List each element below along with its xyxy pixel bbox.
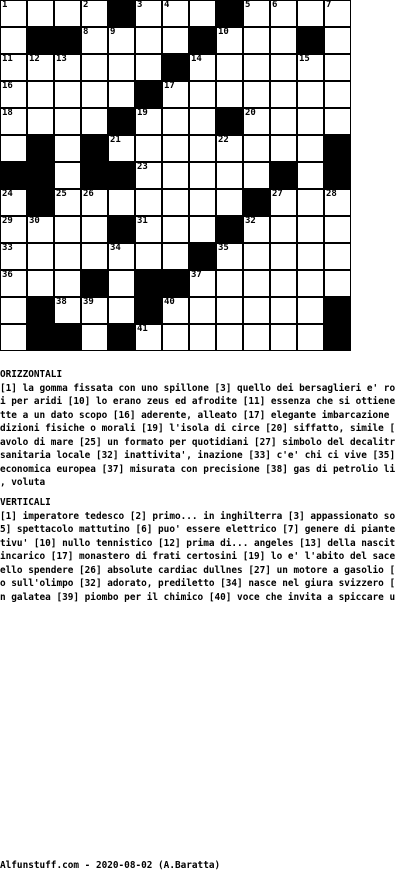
grid-cell[interactable] xyxy=(324,189,351,216)
grid-cell[interactable] xyxy=(270,27,297,54)
grid-cell[interactable] xyxy=(297,0,324,27)
grid-cell[interactable] xyxy=(0,216,27,243)
grid-block-cell xyxy=(216,108,243,135)
grid-cell[interactable] xyxy=(243,297,270,324)
grid-block-cell xyxy=(297,27,324,54)
grid-cell[interactable] xyxy=(324,216,351,243)
grid-cell[interactable] xyxy=(27,216,54,243)
grid-cell[interactable] xyxy=(27,270,54,297)
grid-cell[interactable] xyxy=(162,135,189,162)
grid-cell[interactable] xyxy=(0,81,27,108)
grid-cell[interactable] xyxy=(216,162,243,189)
grid-cell[interactable] xyxy=(243,270,270,297)
grid-block-cell xyxy=(0,162,27,189)
grid-block-cell xyxy=(54,324,81,351)
down-clue-line: incarico [17] monastero di frati certosini [19] lo e' l'abito del sace xyxy=(0,551,396,562)
cell-number: 33 xyxy=(2,243,13,253)
grid-cell[interactable] xyxy=(108,135,135,162)
cell-number: 14 xyxy=(191,54,202,64)
cell-number: 30 xyxy=(29,216,40,226)
grid-cell[interactable] xyxy=(54,270,81,297)
down-clue-line: n galatea [39] piombo per il chimico [40] voce che invita a spiccare u xyxy=(0,591,396,603)
cell-number: 2 xyxy=(83,0,89,10)
grid-cell[interactable] xyxy=(0,54,27,81)
grid-cell[interactable] xyxy=(54,81,81,108)
grid-cell[interactable] xyxy=(81,81,108,108)
cell-number: 11 xyxy=(2,54,13,64)
cell-number: 38 xyxy=(56,297,67,307)
cell-number: 24 xyxy=(2,189,13,199)
cell-number: 25 xyxy=(56,189,67,199)
across-clue-line: i per aridi [10] lo erano zeus ed afrodite [11] essenza che si ottiene xyxy=(0,396,396,407)
grid-cell[interactable] xyxy=(135,135,162,162)
grid-cell[interactable] xyxy=(216,54,243,81)
cell-number: 6 xyxy=(272,0,278,10)
grid-cell[interactable] xyxy=(27,81,54,108)
grid-cell[interactable] xyxy=(270,108,297,135)
grid-cell[interactable] xyxy=(270,0,297,27)
grid-block-cell xyxy=(189,243,216,270)
grid-cell[interactable] xyxy=(297,243,324,270)
cell-number: 16 xyxy=(2,81,13,91)
grid-cell[interactable] xyxy=(0,135,27,162)
grid-cell[interactable] xyxy=(54,135,81,162)
grid-cell[interactable] xyxy=(162,243,189,270)
grid-block-cell xyxy=(108,0,135,27)
grid-cell[interactable] xyxy=(270,189,297,216)
grid-cell[interactable] xyxy=(54,216,81,243)
grid-cell[interactable] xyxy=(216,297,243,324)
grid-cell[interactable] xyxy=(189,54,216,81)
grid-cell[interactable] xyxy=(108,54,135,81)
cell-number: 13 xyxy=(56,54,67,64)
across-clue-line: economica europea [37] misurata con precisione [38] gas di petrolio li xyxy=(0,463,396,475)
grid-cell[interactable] xyxy=(189,135,216,162)
grid-cell[interactable] xyxy=(162,189,189,216)
grid-cell[interactable] xyxy=(162,162,189,189)
grid-cell[interactable] xyxy=(135,0,162,27)
cell-number: 4 xyxy=(164,0,170,10)
cell-number: 22 xyxy=(218,135,229,145)
grid-cell[interactable] xyxy=(216,135,243,162)
grid-block-cell xyxy=(81,162,108,189)
across-clue-line: sanitaria locale [32] inattivita', inazione [33] c'e' chi ci vive [35] xyxy=(0,450,396,461)
grid-cell[interactable] xyxy=(324,81,351,108)
grid-block-cell xyxy=(108,324,135,351)
grid-cell[interactable] xyxy=(54,108,81,135)
grid-block-cell xyxy=(324,135,351,162)
cell-number: 26 xyxy=(83,189,94,199)
cell-number: 9 xyxy=(110,27,116,37)
grid-block-cell xyxy=(324,162,351,189)
grid-cell[interactable] xyxy=(54,162,81,189)
grid-cell[interactable] xyxy=(135,54,162,81)
grid-cell[interactable] xyxy=(0,243,27,270)
grid-cell[interactable] xyxy=(324,54,351,81)
grid-block-cell xyxy=(135,270,162,297)
grid-block-cell xyxy=(324,324,351,351)
across-clue-line: avolo di mare [25] un formato per quotidiani [27] simbolo del decalitr xyxy=(0,436,396,448)
grid-cell[interactable] xyxy=(54,243,81,270)
grid-cell[interactable] xyxy=(324,27,351,54)
grid-cell[interactable] xyxy=(189,324,216,351)
cell-number: 19 xyxy=(137,108,148,118)
grid-cell[interactable] xyxy=(243,135,270,162)
grid-cell[interactable] xyxy=(135,27,162,54)
footer-credit: Alfunstuff.com - 2020-08-02 (A.Baratta) xyxy=(0,860,221,871)
cell-number: 7 xyxy=(326,0,332,10)
grid-cell[interactable] xyxy=(0,324,27,351)
cell-number: 21 xyxy=(110,135,121,145)
grid-cell[interactable] xyxy=(135,216,162,243)
grid-cell[interactable] xyxy=(189,81,216,108)
grid-cell[interactable] xyxy=(297,108,324,135)
grid-cell[interactable] xyxy=(81,324,108,351)
grid-block-cell xyxy=(81,135,108,162)
down-heading: VERTICALI xyxy=(0,497,51,508)
down-clues xyxy=(0,496,420,604)
grid-cell[interactable] xyxy=(108,189,135,216)
grid-block-cell xyxy=(108,108,135,135)
grid-cell[interactable] xyxy=(297,216,324,243)
grid-cell[interactable] xyxy=(54,0,81,27)
grid-cell[interactable] xyxy=(0,0,27,27)
grid-cell[interactable] xyxy=(189,189,216,216)
grid-cell[interactable] xyxy=(108,297,135,324)
grid-block-cell xyxy=(216,0,243,27)
grid-cell[interactable] xyxy=(108,270,135,297)
grid-block-cell xyxy=(27,297,54,324)
down-clue-line: 5] spettacolo mattutino [6] puo' essere elettrico [7] genere di piante xyxy=(0,524,396,535)
across-heading: ORIZZONTALI xyxy=(0,369,63,380)
grid-cell[interactable] xyxy=(270,81,297,108)
grid-cell[interactable] xyxy=(243,27,270,54)
down-clue-line: tivu' [10] nullo tennistico [12] prima di... angeles [13] della nascit xyxy=(0,537,396,549)
grid-cell[interactable] xyxy=(54,54,81,81)
grid-cell[interactable] xyxy=(135,162,162,189)
cell-number: 39 xyxy=(83,297,94,307)
cell-number: 36 xyxy=(2,270,13,280)
cell-number: 34 xyxy=(110,243,121,253)
grid-cell[interactable] xyxy=(243,108,270,135)
cell-number: 10 xyxy=(218,27,229,37)
cell-number: 35 xyxy=(218,243,229,253)
grid-cell[interactable] xyxy=(324,243,351,270)
grid-cell[interactable] xyxy=(243,324,270,351)
grid-block-cell xyxy=(243,189,270,216)
grid-cell[interactable] xyxy=(297,297,324,324)
cell-number: 18 xyxy=(2,108,13,118)
grid-block-cell xyxy=(189,27,216,54)
grid-cell[interactable] xyxy=(27,0,54,27)
cell-number: 32 xyxy=(245,216,256,226)
grid-cell[interactable] xyxy=(243,0,270,27)
grid-cell[interactable] xyxy=(297,81,324,108)
grid-cell[interactable] xyxy=(324,270,351,297)
across-clues xyxy=(0,368,420,490)
cell-number: 27 xyxy=(272,189,283,199)
cell-number: 40 xyxy=(164,297,175,307)
across-clue-line: [1] la gomma fissata con uno spillone [3] quello dei bersaglieri e' ro xyxy=(0,382,396,394)
grid-cell[interactable] xyxy=(243,54,270,81)
grid-cell[interactable] xyxy=(297,189,324,216)
across-clue-line: , voluta xyxy=(0,477,46,488)
grid-cell[interactable] xyxy=(189,270,216,297)
grid-cell[interactable] xyxy=(162,108,189,135)
cell-number: 20 xyxy=(245,108,256,118)
grid-cell[interactable] xyxy=(108,243,135,270)
grid-block-cell xyxy=(27,162,54,189)
cell-number: 41 xyxy=(137,324,148,334)
grid-cell[interactable] xyxy=(216,324,243,351)
grid-block-cell xyxy=(108,162,135,189)
grid-cell[interactable] xyxy=(270,54,297,81)
grid-block-cell xyxy=(324,297,351,324)
down-clue-line: ello spendere [26] absolute cardiac dullnes [27] un motore a gasolio [ xyxy=(0,564,396,576)
grid-cell[interactable] xyxy=(81,297,108,324)
grid-cell[interactable] xyxy=(297,324,324,351)
grid-cell[interactable] xyxy=(0,189,27,216)
grid-cell[interactable] xyxy=(297,162,324,189)
crossword-grid xyxy=(0,0,352,352)
grid-block-cell xyxy=(27,27,54,54)
grid-cell[interactable] xyxy=(81,54,108,81)
grid-cell[interactable] xyxy=(216,27,243,54)
cell-number: 12 xyxy=(29,54,40,64)
grid-cell[interactable] xyxy=(189,297,216,324)
down-clue-line: o sull'olimpo [32] adorato, prediletto [34] nasce nel giura svizzero [ xyxy=(0,578,396,589)
grid-block-cell xyxy=(216,216,243,243)
cell-number: 1 xyxy=(2,0,8,10)
grid-cell[interactable] xyxy=(297,135,324,162)
grid-cell[interactable] xyxy=(0,27,27,54)
grid-cell[interactable] xyxy=(216,189,243,216)
grid-cell[interactable] xyxy=(270,270,297,297)
grid-cell[interactable] xyxy=(0,297,27,324)
grid-cell[interactable] xyxy=(108,81,135,108)
grid-cell[interactable] xyxy=(162,216,189,243)
grid-cell[interactable] xyxy=(270,135,297,162)
grid-cell[interactable] xyxy=(81,216,108,243)
grid-block-cell xyxy=(81,270,108,297)
cell-number: 31 xyxy=(137,216,148,226)
grid-cell[interactable] xyxy=(243,162,270,189)
grid-cell[interactable] xyxy=(27,108,54,135)
grid-cell[interactable] xyxy=(54,189,81,216)
grid-cell[interactable] xyxy=(54,297,81,324)
grid-cell[interactable] xyxy=(27,54,54,81)
grid-cell[interactable] xyxy=(297,54,324,81)
grid-cell[interactable] xyxy=(297,270,324,297)
grid-cell[interactable] xyxy=(81,189,108,216)
cell-number: 15 xyxy=(299,54,310,64)
grid-cell[interactable] xyxy=(270,243,297,270)
grid-block-cell xyxy=(27,135,54,162)
grid-cell[interactable] xyxy=(243,243,270,270)
grid-block-cell xyxy=(162,270,189,297)
grid-cell[interactable] xyxy=(162,27,189,54)
across-clue-line: tte a un dato scopo [16] aderente, alleato [17] elegante imbarcazione xyxy=(0,409,390,421)
cell-number: 5 xyxy=(245,0,251,10)
cell-number: 29 xyxy=(2,216,13,226)
grid-block-cell xyxy=(27,324,54,351)
grid-block-cell xyxy=(54,27,81,54)
grid-cell[interactable] xyxy=(162,324,189,351)
grid-cell[interactable] xyxy=(81,27,108,54)
across-clue-line: dizioni fisiche o morali [19] l'isola di circe [20] siffatto, simile [ xyxy=(0,423,396,434)
cell-number: 8 xyxy=(83,27,89,37)
grid-cell[interactable] xyxy=(270,216,297,243)
grid-cell[interactable] xyxy=(135,108,162,135)
grid-block-cell xyxy=(270,162,297,189)
cell-number: 37 xyxy=(191,270,202,280)
grid-cell[interactable] xyxy=(162,81,189,108)
grid-cell[interactable] xyxy=(135,324,162,351)
cell-number: 23 xyxy=(137,162,148,172)
grid-cell[interactable] xyxy=(324,0,351,27)
cell-number: 28 xyxy=(326,189,337,199)
cell-number: 17 xyxy=(164,81,175,91)
grid-cell[interactable] xyxy=(0,270,27,297)
grid-cell[interactable] xyxy=(108,27,135,54)
grid-cell[interactable] xyxy=(270,324,297,351)
grid-cell[interactable] xyxy=(216,270,243,297)
grid-cell[interactable] xyxy=(162,0,189,27)
grid-cell[interactable] xyxy=(324,108,351,135)
grid-block-cell xyxy=(135,81,162,108)
grid-cell[interactable] xyxy=(189,0,216,27)
grid-cell[interactable] xyxy=(270,297,297,324)
grid-cell[interactable] xyxy=(243,216,270,243)
grid-cell[interactable] xyxy=(216,243,243,270)
grid-block-cell xyxy=(162,54,189,81)
grid-cell[interactable] xyxy=(81,108,108,135)
grid-cell[interactable] xyxy=(189,162,216,189)
grid-cell[interactable] xyxy=(0,108,27,135)
grid-cell[interactable] xyxy=(189,108,216,135)
grid-cell[interactable] xyxy=(162,297,189,324)
grid-cell[interactable] xyxy=(135,189,162,216)
grid-cell[interactable] xyxy=(27,243,54,270)
grid-block-cell xyxy=(108,216,135,243)
grid-block-cell xyxy=(27,189,54,216)
grid-cell[interactable] xyxy=(243,81,270,108)
grid-cell[interactable] xyxy=(189,216,216,243)
grid-cell[interactable] xyxy=(216,81,243,108)
grid-block-cell xyxy=(135,297,162,324)
grid-cell[interactable] xyxy=(81,243,108,270)
grid-cell[interactable] xyxy=(81,0,108,27)
grid-cell[interactable] xyxy=(135,243,162,270)
cell-number: 3 xyxy=(137,0,143,10)
down-clue-line: [1] imperatore tedesco [2] primo... in inghilterra [3] appassionato so xyxy=(0,510,396,522)
